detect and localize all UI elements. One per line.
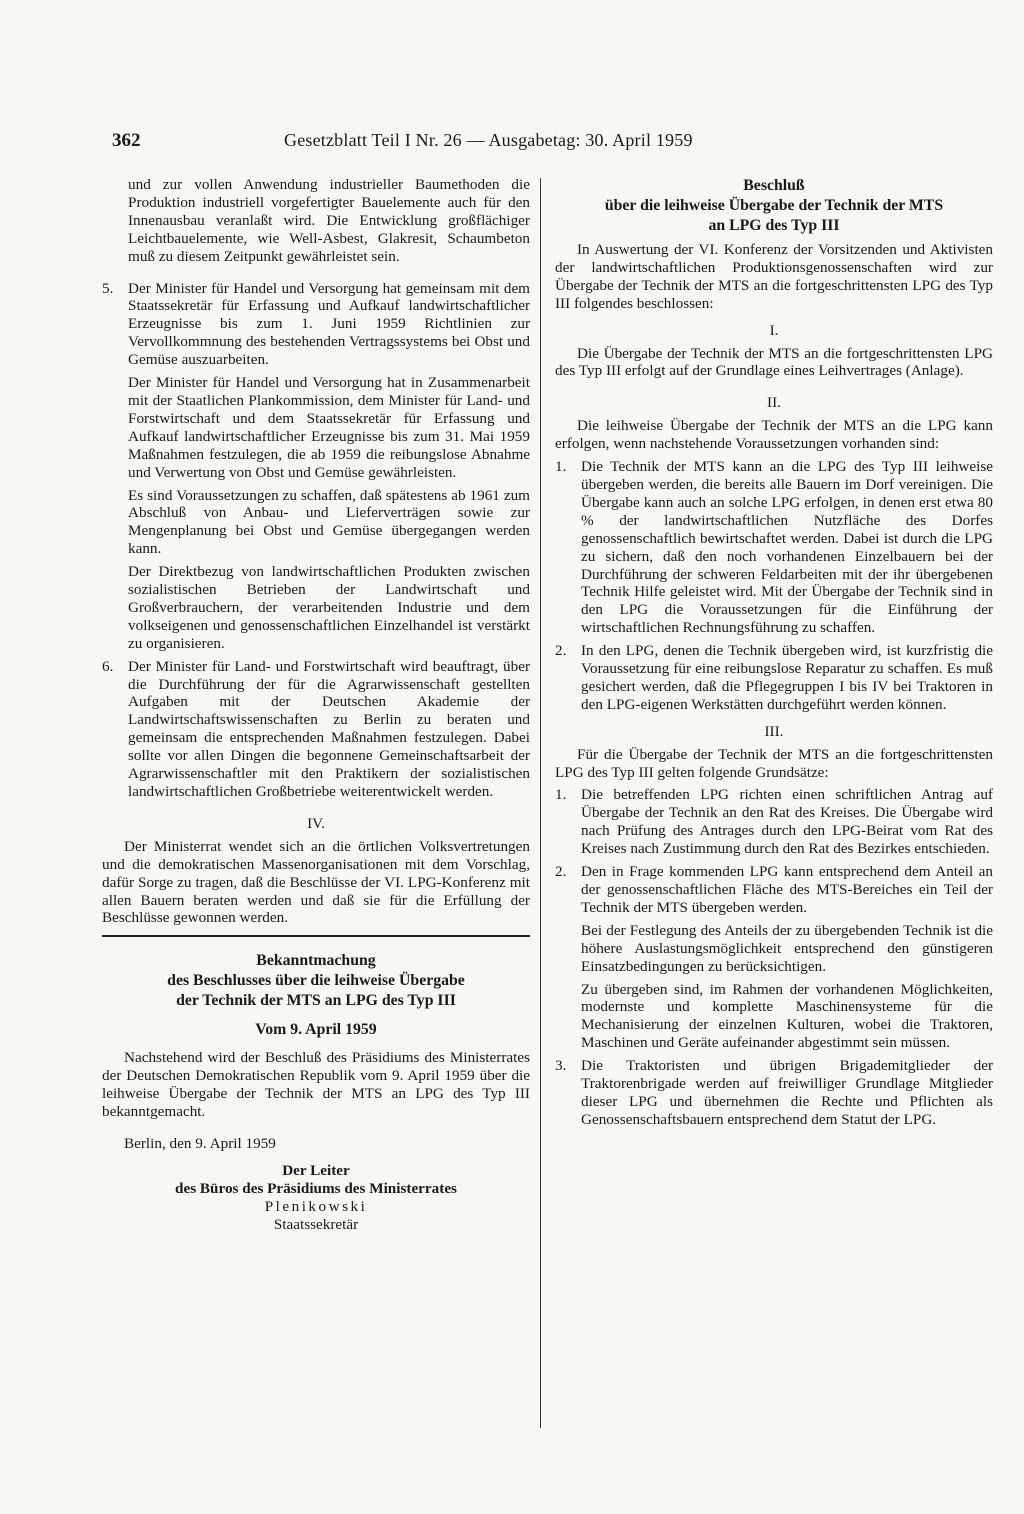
item-number: 1. bbox=[555, 458, 567, 476]
signature-line: Der Leiter bbox=[282, 1161, 350, 1179]
resolution-title-line: über die leihweise Übergabe der Technik der MTS bbox=[604, 197, 944, 214]
paragraph: Der Ministerrat wendet sich an die örtlichen Volksvertretungen und die demokratischen Massenorganisationen mit dem Vorschlag, dafür Sorge zu tragen, daß die Beschlüsse der VI. LPG-Konferenz mit allen Bauern beraten werden und daß sie für die Erfüllung der Beschlüsse gewonnen werden. bbox=[102, 837, 530, 927]
paragraph: Es sind Voraussetzungen zu schaffen, daß spätestens ab 1961 zum Abschluß von Anbau- und Lieferverträgen sowie zur Mengenplanung bei Obst und Gemüse übergegangen werden kann. bbox=[128, 486, 530, 558]
resolution-title bbox=[555, 176, 993, 236]
list-item-6 bbox=[102, 658, 530, 801]
list-item bbox=[555, 1057, 993, 1129]
item-number: 5. bbox=[102, 279, 114, 297]
paragraph: Bei der Festlegung des Anteils der zu übergebenden Technik ist die höhere Auslastungsmöglichkeit entsprechend den günstigeren Einsatzbedingungen zu berücksichtigen. bbox=[581, 921, 993, 975]
item-number: 3. bbox=[555, 1057, 567, 1075]
paragraph: Den in Frage kommenden LPG kann entsprechend dem Anteil an der genossenschaftlichen Fläche des MTS-Bereiches ein Teil der Technik der MTS übergeben werden. bbox=[581, 863, 993, 916]
list-item-5 bbox=[102, 280, 530, 653]
item-number: 2. bbox=[555, 863, 567, 881]
section-heading-ii: II. bbox=[767, 394, 781, 412]
signature-name: Plenikowski bbox=[264, 1197, 368, 1215]
continued-paragraph: und zur vollen Anwendung industrieller Baumethoden die Produktion industriell vorgefertigter Bauelemente auch für den Innenausbau veranlaßt wird. Die Entwicklung großflächiger Leichtbauelemente, wie Well-Asbest, Glakresit, Schaumbeton muß zu diesem Zeitpunkt gewährleistet sein. bbox=[128, 176, 530, 265]
paragraph: Der Direktbezug von landwirtschaftlichen Produkten zwischen sozialistischen Betrieben der Landwirtschaft und Großverbrauchern, der verarbeitenden Industrie und dem volkseigenen und genossenschaftlichen Einzelhandel ist verstärkt zu organisieren. bbox=[128, 563, 530, 652]
announcement-title-line: der Technik der MTS an LPG des Typ III bbox=[176, 992, 456, 1010]
list-item bbox=[555, 863, 993, 1052]
announcement-title-line: Bekanntmachung bbox=[256, 952, 376, 970]
resolution-title-line: Beschluß bbox=[743, 177, 805, 194]
running-title: Gesetzblatt Teil I Nr. 26 — Ausgabetag: 30. April 1959 bbox=[284, 130, 693, 150]
item-number: 1. bbox=[555, 786, 567, 804]
paragraph: Die betreffenden LPG richten einen schriftlichen Antrag auf Übergabe der Technik an den Rat des Kreises. Die Übergabe wird nach Prüfung des Antrages durch den LPG-Beirat vom Rat des Kreises nach Zustimmung durch den Rat des Bezirkes entschieden. bbox=[581, 786, 993, 858]
paragraph: Für die Übergabe der Technik der MTS an die fortgeschrittensten LPG des Typ III gelten folgende Grundsätze: bbox=[555, 745, 993, 781]
section-rule bbox=[102, 935, 530, 937]
list-item bbox=[555, 786, 993, 858]
signature-line: des Büros des Präsidiums des Ministerrates bbox=[175, 1179, 457, 1197]
paragraph: Die leihweise Übergabe der Technik der MTS an die LPG kann erfolgen, wenn nachstehende Voraussetzungen vorhanden sind: bbox=[555, 417, 993, 453]
place-date: Berlin, den 9. April 1959 bbox=[124, 1134, 276, 1152]
announcement-title-line: des Beschlusses über die leihweise Übergabe bbox=[167, 972, 465, 990]
right-column bbox=[555, 176, 993, 1129]
list-item bbox=[555, 458, 993, 637]
paragraph: Zu übergeben sind, im Rahmen der vorhandenen Möglichkeiten, modernste und komplette Maschinensysteme für die Mechanisierung der einzelnen Kulturen, wobei die Traktoren, Maschinen und Geräte aufeinander abgestimmt sein müssen. bbox=[581, 980, 993, 1052]
paragraph: In den LPG, denen die Technik übergeben wird, ist kurzfristig die Voraussetzung für eine reibungslose Reparatur zu schaffen. Es muß gesichert werden, daß die Pflegegruppen I bis IV bei Traktoren in den LPG-eigenen Werkstätten durchgeführt werden können. bbox=[581, 642, 993, 713]
signature-role: Staatssekretär bbox=[273, 1215, 359, 1233]
announcement-date: Vom 9. April 1959 bbox=[255, 1021, 377, 1039]
paragraph: Der Minister für Land- und Forstwirtschaft wird beauftragt, über die Durchführung der für die Agrarwissenschaft gestellten Aufgaben mit der Deutschen Akademie der Landwirtschaftswissenschaften zu Berlin zu beraten und gemeinsam die entsprechenden Maßnahmen festzulegen. Dabei sollte vor allen Dingen die begonnene Gemeinschaftsarbeit der Agrarwissenschaftler mit den Praktikern der sozialistischen landwirtschaftlichen Großbetriebe weiterentwickelt werden. bbox=[128, 657, 530, 800]
list-item bbox=[555, 642, 993, 714]
item-number: 2. bbox=[555, 642, 567, 660]
section-heading-i: I. bbox=[769, 321, 779, 339]
paragraph: Nachstehend wird der Beschluß des Präsidiums des Ministerrates der Deutschen Demokratischen Republik vom 9. April 1959 über die leihweise Übergabe der Technik der MTS an LPG des Typ III bekanntgemacht. bbox=[102, 1049, 530, 1121]
paragraph: Der Minister für Handel und Versorgung hat in Zusammenarbeit mit der Staatlichen Plankommission, dem Minister für Land- und Forstwirtschaft und dem Staatssekretär für Erfassung und Aufkauf landwirtschaftlicher Erzeugnisse bis zum 31. Mai 1959 Maßnahmen festzulegen, die ab 1959 die reibungslose Abnahme und Verwertung von Obst und Gemüse gewährleisten. bbox=[128, 374, 530, 481]
section-heading-iv: IV. bbox=[307, 814, 325, 832]
paragraph: Die Übergabe der Technik der MTS an die fortgeschrittensten LPG des Typ III erfolgt auf der Grundlage eines Leihvertrages (Anlage). bbox=[555, 344, 993, 380]
page-header bbox=[112, 130, 992, 160]
left-column bbox=[102, 176, 530, 1234]
column-divider bbox=[540, 178, 541, 1428]
section-heading-iii: III. bbox=[764, 722, 784, 740]
announcement-title bbox=[102, 951, 530, 1011]
item-number: 6. bbox=[102, 657, 114, 675]
paragraph: In Auswertung der VI. Konferenz der Vorsitzenden und Aktivisten der landwirtschaftlichen Produktionsgenossenschaften wird zur Übergabe der Technik der MTS an die fortgeschrittensten LPG des Typ III folgendes beschlossen: bbox=[555, 241, 993, 312]
page-number: 362 bbox=[112, 130, 141, 151]
resolution-title-line: an LPG des Typ III bbox=[708, 217, 840, 234]
paragraph: Die Traktoristen und übrigen Brigademitglieder der Traktorenbrigade werden auf freiwilliger Grundlage Mitglieder dieser LPG und übernehmen die Rechte und Pflichten als Genossenschaftsbauern entsprechend dem Statut der LPG. bbox=[581, 1057, 993, 1128]
paragraph: Die Technik der MTS kann an die LPG des Typ III leihweise übergeben werden, die bereits alle Bauern im Dorf vereinigen. Die Übergabe kann auch an solche LPG erfolgen, in denen erst etwa 80 % der landwirtschaftlichen Nutzfläche des Dorfes genossenschaftlich bewirtschaftet werden. Dabei ist durch die LPG zu sichern, daß den noch vorhandenen Einzelbauern bei der Durchführung der schweren Feldarbeiten mit der ihr übergebenen Technik Hilfe geleistet wird. Mit der Übergabe der Technik sind in den LPG die Voraussetzungen für die Einführung der wirtschaftlichen Rechnungsführung zu schaffen. bbox=[581, 458, 993, 637]
paragraph: Der Minister für Handel und Versorgung hat gemeinsam mit dem Staatssekretär für Erfassung und Aufkauf landwirtschaftlicher Erzeugnisse bis zum 1. Juni 1959 Richtlinien zur Vervollkommnung des bestehenden Vertragssystems bei Obst und Gemüse auszuarbeiten. bbox=[128, 279, 530, 369]
